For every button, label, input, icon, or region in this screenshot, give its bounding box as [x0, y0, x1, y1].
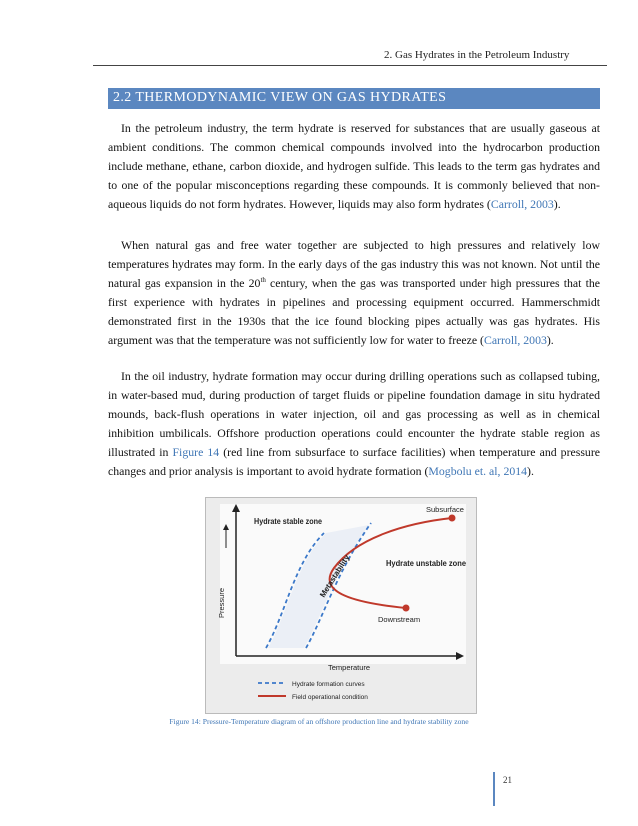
pt-diagram	[206, 498, 476, 713]
legend-curves-label: Hydrate formation curves	[292, 681, 365, 688]
citation-carroll-2[interactable]: Carroll, 2003	[483, 333, 547, 347]
section-title: 2.2 THERMODYNAMIC VIEW ON GAS HYDRATES	[113, 90, 447, 105]
citation-carroll-1[interactable]: Carroll, 2003	[490, 197, 554, 211]
x-axis-label: Temperature	[328, 663, 371, 672]
paragraph-3: In the oil industry, hydrate formation may occur during drilling operations such as collapsed tubing, in water-based mud, during production of target fluids or pipeline foundation damage in situ hydrated mounds, back-flush operations in water injection, oil and gas processing as well as in chemical inhibition umbilicals. Offshore production operations could encounter the hydrate stable region as illustrated in Figure 14 (red line from subsurface to surface facilities) when temperature and pressure changes and prior analysis is important to avoid hydrate formation (Mogbolu et. al, 2014).	[108, 369, 600, 478]
stable-zone-label: Hydrate stable zone	[254, 516, 323, 526]
running-header: 2. Gas Hydrates in the Petroleum Industry	[384, 49, 570, 61]
figure-14-link[interactable]: Figure 14	[172, 445, 220, 459]
footer-rule	[493, 772, 495, 806]
plot-background	[220, 504, 466, 664]
header-rule	[93, 65, 607, 66]
paragraph-2: When natural gas and free water together are subjected to high pressures and relatively low temperatures hydrates may form. In the early days of the gas industry this was not known. Not until the natural gas expansion in the 20th century, when the gas was transported under high pressures that the first experience with hydrates in pipelines and processing equipment occurred. Hammerschmidt demonstrated first in the 1930s that the ice found blocking pipes actually was gas hydrates. His argument was that the temperature was not sufficiently low for water to freeze (Carroll, 2003).	[108, 238, 600, 347]
subsurface-label: Subsurface	[426, 505, 464, 514]
subsurface-point	[449, 515, 456, 522]
pt-diagram-figure	[205, 497, 477, 714]
metastability-label: Metastability	[318, 553, 352, 600]
paragraph-1: In the petroleum industry, the term hydrate is reserved for substances that are usually gaseous at ambient conditions. The common chemical compounds involved into the hydrocarbon production include methane, ethane, carbon dioxide, and hydrogen sulfide. This leads to the term gas hydrates and to one of the popular misconceptions regarding these compounds. It is commonly believed that non-aqueous liquids do not form hydrates. However, liquids may also form hydrates (Carroll, 2003).	[108, 121, 600, 211]
page-number: 21	[503, 775, 512, 785]
figure-caption: Figure 14: Pressure-Temperature diagram of an offshore production line and hydrate stability zone	[169, 717, 469, 726]
downstream-label: Downstream	[378, 615, 421, 624]
downstream-point	[403, 605, 410, 612]
unstable-zone-label: Hydrate unstable zone	[386, 558, 467, 568]
paragraph-2-text: When natural gas and free water together are subjected to high pressures and relatively low temperatures hydrates may form. In the early days of the gas industry this was not known. Not until the natural gas expansion in the 20	[108, 238, 600, 290]
paragraph-1-text: In the petroleum industry, the term hydrate is reserved for substances that are usually gaseous at ambient conditions. The common chemical compounds involved into the hydrocarbon production include methane, ethane, carbon dioxide, and hydrogen sulfide. This leads to the term gas hydrates and to one of the popular misconceptions regarding these compounds. It is commonly believed that non-aqueous liquids do not form hydrates. However, liquids may also form hydrates (	[108, 121, 600, 211]
citation-mogbolu[interactable]: Mogbolu et. al, 2014	[428, 464, 528, 478]
y-axis-label: Pressure	[217, 587, 226, 618]
section-heading-bar	[108, 88, 600, 109]
paragraph-3-text: In the oil industry, hydrate formation may occur during drilling operations such as collapsed tubing, in water-based mud, during production of target fluids or pipeline foundation damage in situ hydrated mounds, back-flush operations in water injection, oil and gas processing as well as in chemical inhibition umbilicals. Offshore production operations could encounter the hydrate stable region as illustrated in	[108, 369, 600, 459]
legend-field-label: Field operational condition	[292, 694, 368, 701]
superscript-th: th	[260, 276, 266, 285]
